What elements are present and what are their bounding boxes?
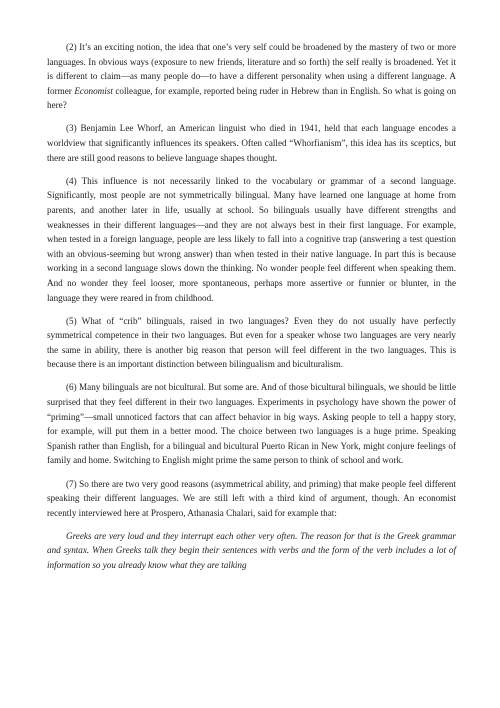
paragraph-5: (5) What of “crib” bilinguals, raised in two languages? Even they do not usually have perfectly symmetrical competence in their two languages. But even for a speaker whose two languages are very nearly the same in ability, there is another big reason that person will feel different in the two languages. This is because there is an important distinction between bilingualism and biculturalism. (47, 315, 456, 370)
quote-paragraph: Greeks are very loud and they interrupt each other very often. The reason for that is the Greek grammar and syntax. When Greeks talk they begin their sentences with verbs and the form of the verb includes a lot of information so you already know what they are talking (47, 530, 456, 570)
paragraph-3: (3) Benjamin Lee Whorf, an American linguist who died in 1941, held that each language encodes a worldview that significantly influences its speakers. Often called “Whorfianism”, this idea has its sceptics, but there are still good reasons to believe language shapes thought. (47, 123, 456, 163)
paragraph-6: (6) Many bilinguals are not bicultural. But some are. And of those bicultural bilinguals, we should be little surprised that they feel different in their two languages. Experiments in psychology have shown the power of “priming”—small unnoticed factors that can affect behavior in big ways. Asking people to tell a happy story, for example, will put them in a better mood. The choice between two languages is a huge prime. Speaking Spanish rather than English, for a bilingual and bicultural Puerto Rican in New York, might conjure feelings of family and home. Switching to English might prime the same person to think of school and work. (47, 382, 456, 466)
paragraph-2-tail: colleague, for example, reported being ruder in Hebrew than in English. So what is going on here? (47, 85, 457, 111)
economist-italic: Economist (74, 85, 113, 96)
paragraph-7: (7) So there are two very good reasons (asymmetrical ability, and priming) that make people feel different speaking their different languages. We are still left with a third kind of argument, though. An economist recently interviewed here at Prospero, Athanasia Chalari, said for example that: (47, 478, 456, 518)
paragraph-2 (47, 40, 456, 113)
paragraph-4: (4) This influence is not necessarily linked to the vocabulary or grammar of a second language. Significantly, most people are not symmetrically bilingual. Many have learned one language at home from parents, and another later in life, usually at school. So bilinguals usually have different strengths and weaknesses in their different languages—and they are not always best in their first language. For example, when tested in a foreign language, people are less likely to fall into a cognitive trap (answering a test question with an obvious-seeming but wrong answer) than when tested in their native language. In part this is because working in a second language slows down the thinking. No wonder people feel different when speaking them. And no wonder they feel looser, more spontaneous, perhaps more assertive or funnier or blunter, in the language they were reared in from childhood. (47, 175, 456, 303)
paragraph-2-text: (2) It’s an exciting notion, the idea that one’s very self could be broadened by the mastery of two or more languages. In obvious ways (exposure to new friends, literature and so forth) the self really is broadened. Yet it is different to claim—as many people do—to have a different personality when using a different language. A former (47, 42, 456, 96)
